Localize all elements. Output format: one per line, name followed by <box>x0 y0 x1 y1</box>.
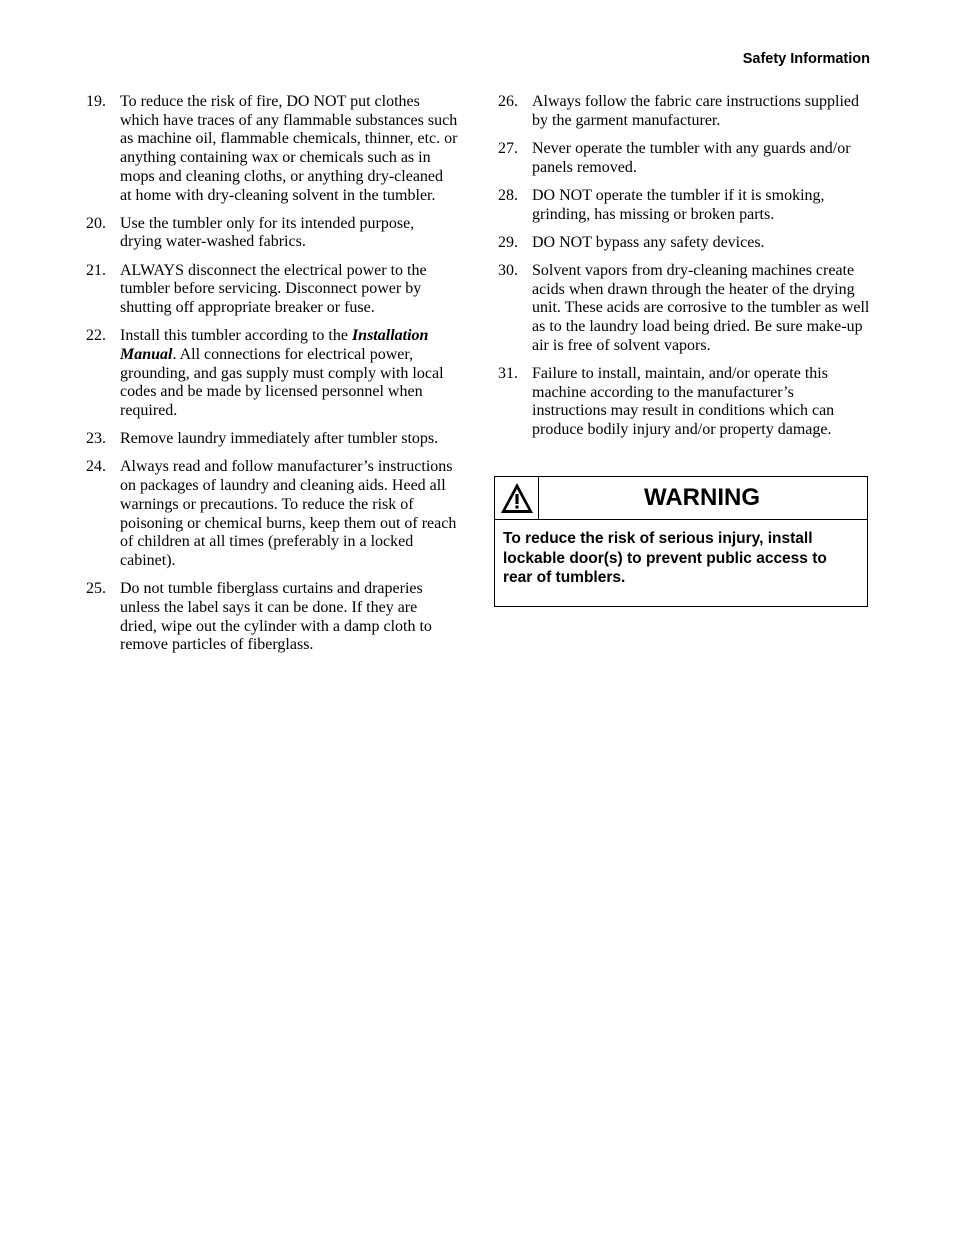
page-header: Safety Information <box>742 51 870 67</box>
item-number: 19. <box>86 93 106 110</box>
item-text: Failure to install, maintain, and/or operate this machine according to the manufacturer’s instructions may result in conditions which can produce bodily injury and/or property damage. <box>532 364 835 439</box>
item-text <box>120 327 458 421</box>
list-item <box>498 262 870 356</box>
list-item <box>86 262 458 318</box>
list-item <box>498 140 870 177</box>
list-item <box>498 365 870 440</box>
item-number: 30. <box>498 261 518 279</box>
warning-title: WARNING <box>644 484 760 511</box>
item-text: DO NOT operate the tumbler if it is smoking, grinding, has missing or broken parts. <box>532 186 825 223</box>
item-number: 25. <box>86 580 106 598</box>
item-number: 22. <box>86 327 106 345</box>
manual-reference: Installation Manual <box>120 327 429 363</box>
item-text: To reduce the risk of fire, DO NOT put clothes which have traces of any flammable substances such as machine oil, flammable chemicals, thinner, etc. or anything containing wax or chemicals such as in mops and cleaning cloths, or anything dry-cleaned at home with dry-cleaning solvent in the tumbler. <box>120 93 458 204</box>
list-item <box>86 93 458 205</box>
item-text: Solvent vapors from dry-cleaning machines create acids when drawn through the heater of the drying unit. These acids are corrosive to the tumbler as well as to the laundry load being dried. Be sure make-up air is free of solvent vapors. <box>532 261 870 354</box>
left-column <box>86 93 458 664</box>
item-text-before: Install this tumbler according to the <box>120 327 352 345</box>
list-item <box>498 93 870 130</box>
item-text: DO NOT bypass any safety devices. <box>532 233 765 251</box>
item-number: 20. <box>86 214 106 232</box>
item-text-after: . All connections for electrical power, grounding, and gas supply must comply with local codes and be made by licensed personnel when required. <box>120 345 444 420</box>
list-item <box>86 327 458 421</box>
item-number: 23. <box>86 430 106 448</box>
item-number: 27. <box>498 139 518 157</box>
list-item <box>86 458 458 570</box>
item-text: ALWAYS disconnect the electrical power to the tumbler before servicing. Disconnect power by shutting off appropriate breaker or fuse. <box>120 261 427 317</box>
list-item <box>498 187 870 224</box>
warning-box <box>494 476 868 607</box>
item-text: Do not tumble fiberglass curtains and draperies unless the label says it can be done. If they are dried, wipe out the cylinder with a damp cloth to remove particles of fiberglass. <box>120 580 432 654</box>
warning-triangle-icon <box>495 477 539 519</box>
item-text: Use the tumbler only for its intended purpose, drying water-washed fabrics. <box>120 214 415 251</box>
list-item <box>86 215 458 252</box>
item-text: Remove laundry immediately after tumbler stops. <box>120 430 439 448</box>
item-number: 28. <box>498 186 518 204</box>
right-column <box>498 93 870 449</box>
item-text: Never operate the tumbler with any guards and/or panels removed. <box>532 139 851 176</box>
warning-header <box>495 477 867 520</box>
list-item <box>86 580 458 655</box>
item-number: 21. <box>86 261 106 279</box>
item-number: 31. <box>498 364 518 382</box>
item-text: Always follow the fabric care instructions supplied by the garment manufacturer. <box>532 93 860 129</box>
warning-text: To reduce the risk of serious injury, install lockable door(s) to prevent public access to rear of tumblers. <box>503 530 827 586</box>
item-number: 24. <box>86 458 106 476</box>
list-item <box>86 430 458 449</box>
item-number: 29. <box>498 233 518 251</box>
item-text: Always read and follow manufacturer’s instructions on packages of laundry and cleaning aids. Heed all warnings or precautions. To reduce the risk of poisoning or chemical burns, keep them out of reach of children at all times (preferably in a locked cabinet). <box>120 458 457 569</box>
list-item <box>498 234 870 253</box>
item-number: 26. <box>498 93 518 110</box>
